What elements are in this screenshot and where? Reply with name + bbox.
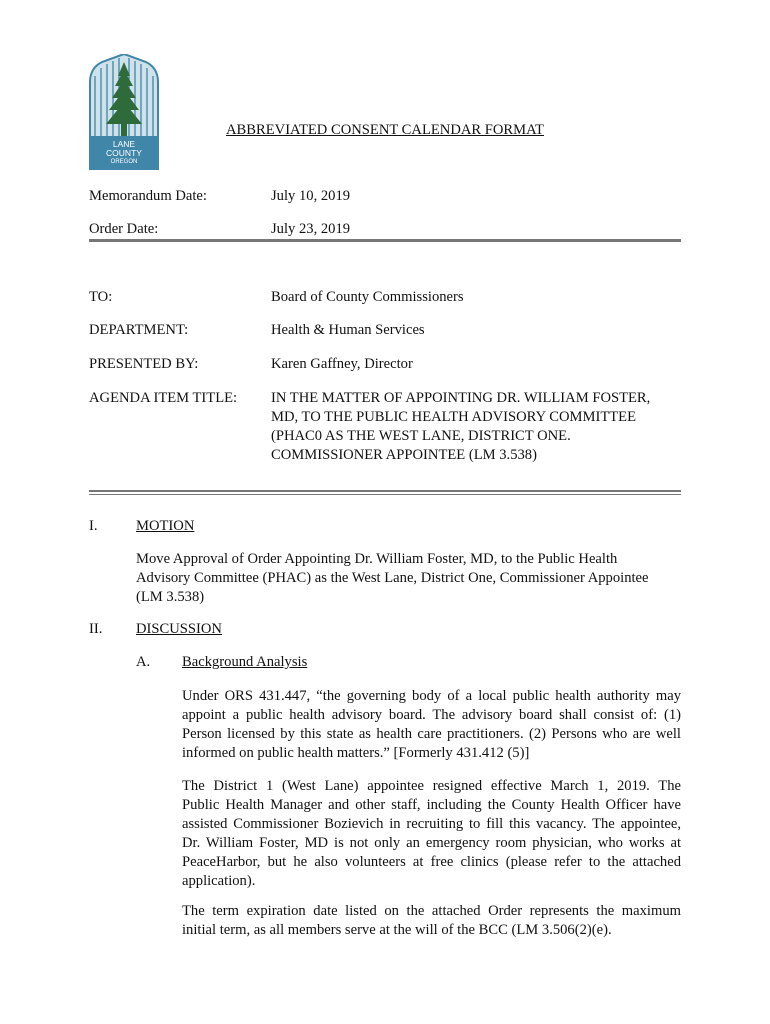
agenda-item-title-label: AGENDA ITEM TITLE:	[89, 390, 238, 406]
paragraph-line: Public Health Manager and other staff, including the County Health Officer have	[182, 797, 681, 813]
motion-line: (LM 3.538)	[136, 589, 205, 605]
motion-paragraph	[136, 550, 681, 607]
memorandum-date-label: Memorandum Date:	[89, 188, 207, 204]
paragraph-line: assisted Commissioner Bozievich in recruiting to fill this vacancy. The appointee,	[182, 816, 681, 832]
order-date-value: July 23, 2019	[271, 221, 351, 237]
subsection-letter: A.	[136, 654, 151, 670]
lane-county-logo	[88, 54, 160, 170]
agenda-title-line: IN THE MATTER OF APPOINTING DR. WILLIAM FOSTER,	[271, 390, 651, 406]
logo-line-county: COUNTY	[106, 148, 142, 158]
agenda-title-line: COMMISSIONER APPOINTEE (LM 3.538)	[271, 447, 537, 463]
document-title: ABBREVIATED CONSENT CALENDAR FORMAT	[226, 122, 544, 138]
paragraph-line: Person licensed by this state as health care practitioners. (2) Persons who are well	[182, 726, 681, 742]
background-analysis-heading: Background Analysis	[182, 654, 308, 670]
department-label: DEPARTMENT:	[89, 322, 189, 338]
memorandum-date-value: July 10, 2019	[271, 188, 351, 204]
motion-heading: MOTION	[136, 518, 195, 534]
paragraph-line: PeaceHarbor, but he also volunteers at free clinics (please refer to the attached	[182, 854, 681, 870]
paragraph-line: The term expiration date listed on the attached Order represents the maximum	[182, 903, 681, 919]
section-numeral-discussion: II.	[89, 621, 103, 637]
paragraph-line: Under ORS 431.447, “the governing body of a local public health authority may	[182, 688, 681, 704]
paragraph-line: The District 1 (West Lane) appointee resigned effective March 1, 2019. The	[182, 778, 681, 794]
to-label: TO:	[89, 289, 113, 305]
header-divider	[89, 239, 681, 242]
background-paragraph-2	[182, 777, 681, 891]
paragraph-line: initial term, as all members serve at the will of the BCC (LM 3.506(2)(e).	[182, 922, 612, 938]
paragraph-line: informed on public health matters.” [Formerly 431.412 (5)]	[182, 745, 530, 761]
background-paragraph-1	[182, 687, 681, 763]
motion-line: Move Approval of Order Appointing Dr. William Foster, MD, to the Public Health	[136, 551, 618, 567]
motion-line: Advisory Committee (PHAC) as the West Lane, District One, Commissioner Appointee	[136, 570, 649, 586]
logo-line-lane: LANE	[112, 139, 136, 149]
agenda-title-line: MD, TO THE PUBLIC HEALTH ADVISORY COMMITTEE	[271, 409, 636, 425]
background-paragraph-3	[182, 902, 681, 940]
presented-by-label: PRESENTED BY:	[89, 356, 199, 372]
presented-by-value: Karen Gaffney, Director	[271, 356, 413, 372]
paragraph-line: Dr. William Foster, MD is not only an emergency room physician, who works at	[182, 835, 681, 851]
discussion-heading: DISCUSSION	[136, 621, 222, 637]
department-value: Health & Human Services	[271, 322, 425, 338]
agenda-title-line: (PHAC0 AS THE WEST LANE, DISTRICT ONE.	[271, 428, 571, 444]
agenda-item-title	[271, 389, 691, 465]
section-divider-top	[89, 490, 681, 492]
order-date-label: Order Date:	[89, 221, 159, 237]
to-value: Board of County Commissioners	[271, 289, 464, 305]
logo-line-oregon: OREGON	[110, 159, 138, 165]
section-numeral-motion: I.	[89, 518, 98, 534]
section-divider-bottom	[89, 494, 681, 495]
paragraph-line: application).	[182, 873, 256, 889]
paragraph-line: appoint a public health advisory board. The advisory board shall consist of: (1)	[182, 707, 681, 723]
